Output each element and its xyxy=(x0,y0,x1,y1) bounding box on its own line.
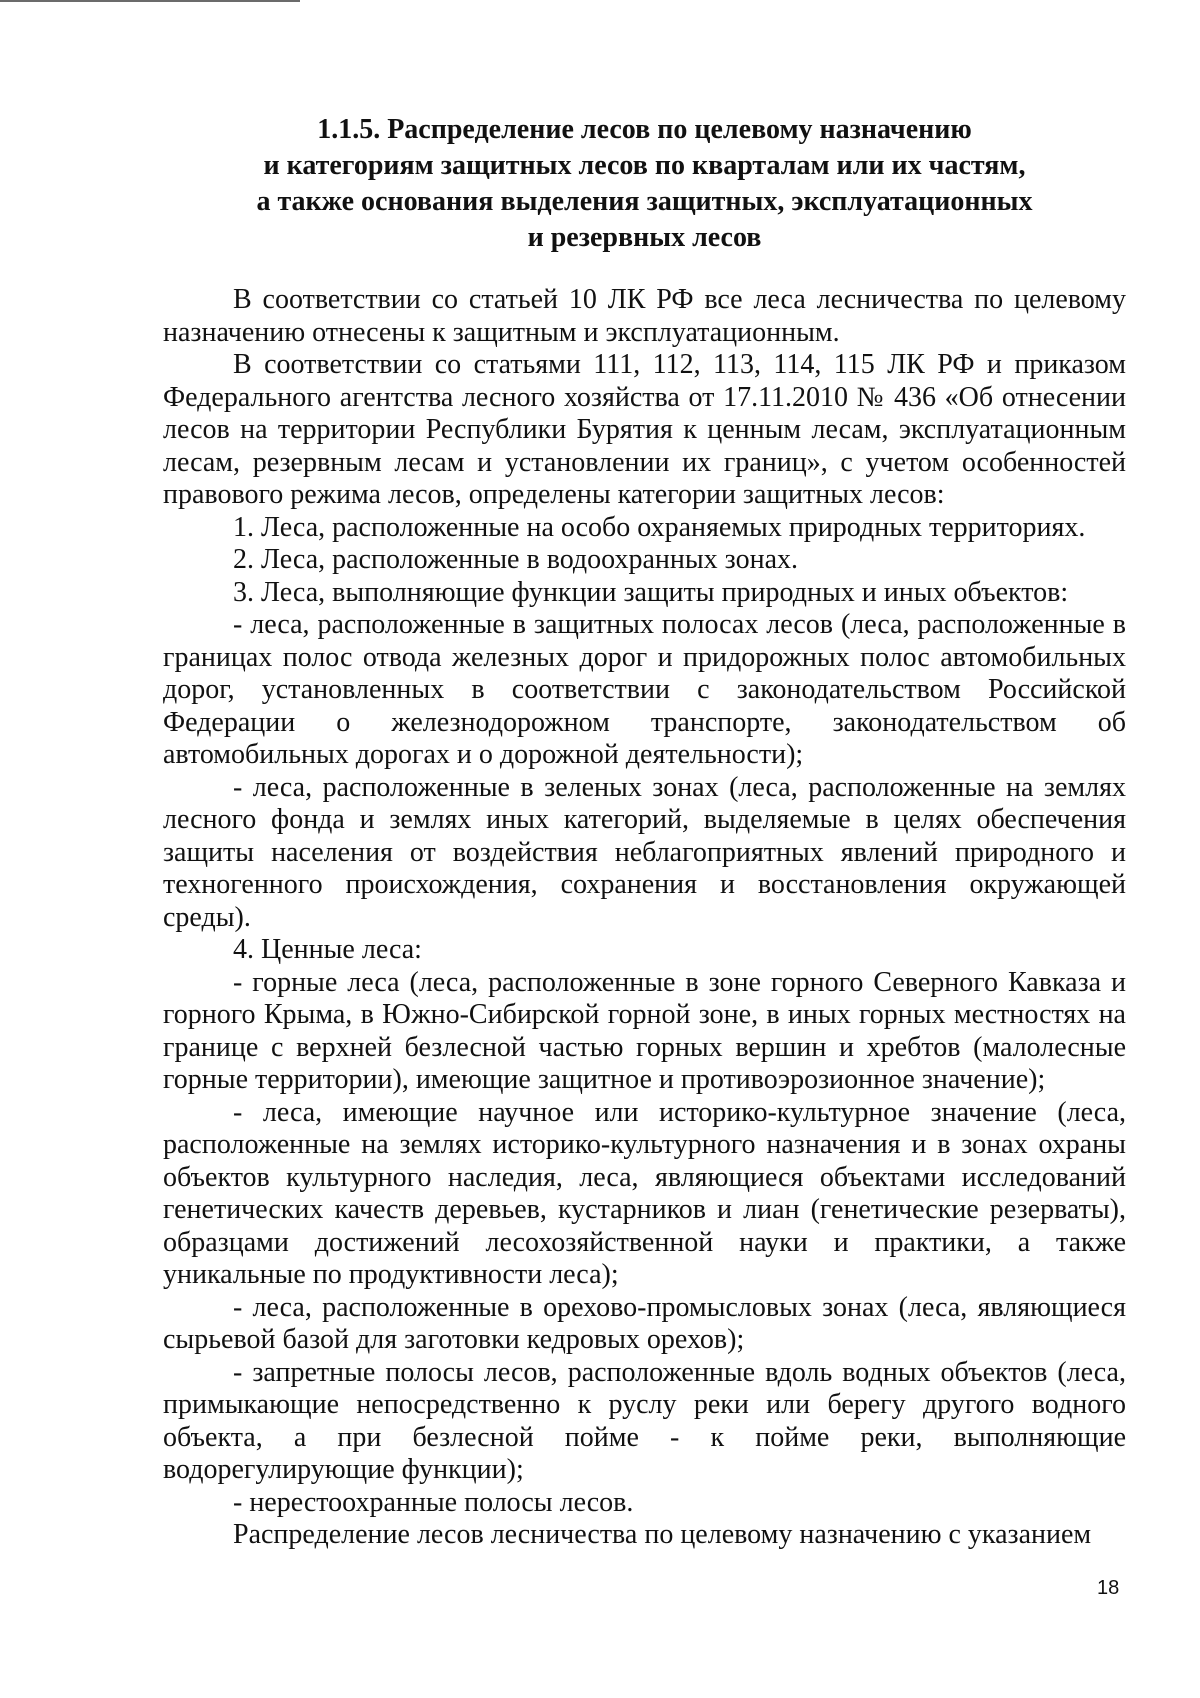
page-number: 18 xyxy=(1097,1577,1120,1599)
sub-list-item: - леса, расположенные в защитных полосах лесов (леса, расположенные в границах полос отвода железных дорог и придорожных полос автомобильных дорог, установленных в соответствии с законодательством Российской Федерации о железнодорожном транспорте, законодательством об автомобильных дорогах и о дорожной деятельности); xyxy=(163,609,1126,770)
sub-list-item: - запретные полосы лесов, расположенные вдоль водных объектов (леса, примыкающие непосредственно к руслу реки или берегу другого водного объекта, а при безлесной пойме - к пойме реки, выполняющие водорегулирующие функции); xyxy=(163,1356,1126,1485)
paragraph: Распределение лесов лесничества по целевому назначению с указанием xyxy=(233,1519,1092,1550)
sub-list-item: - горные леса (леса, расположенные в зоне горного Северного Кавказа и горного Крыма, в Южно-Сибирской горной зоне, в иных горных местностях на границе с верхней безлесной частью горных вершин и хребтов (малолесные горные территории), имеющие защитное и противоэрозионное значение); xyxy=(163,966,1126,1095)
scan-edge-mark xyxy=(0,0,300,2)
sub-list-item: - леса, расположенные в зеленых зонах (леса, расположенные на землях лесного фонда и землях иных категорий, выделяемые в целях обеспечения защиты населения от воздействия неблагоприятных явлений природного и техногенного происхождения, сохранения и восстановления окружающей среды). xyxy=(163,771,1126,933)
heading-line: а также основания выделения защитных, эксплуатационных xyxy=(256,186,1033,217)
heading-line: и резервных лесов xyxy=(527,222,762,253)
section-heading xyxy=(163,112,1126,256)
list-item: 2. Леса, расположенные в водоохранных зонах. xyxy=(233,544,798,575)
heading-line: 1.1.5. Распределение лесов по целевому назначению xyxy=(317,114,972,145)
document-page xyxy=(163,112,1126,1552)
sub-list-item: - леса, расположенные в орехово-промысловых зонах (леса, являющиеся сырьевой базой для заготовки кедровых орехов); xyxy=(163,1291,1126,1355)
paragraph: В соответствии со статьями 111, 112, 113, 114, 115 ЛК РФ и приказом Федерального агентства лесного хозяйства от 17.11.2010 № 436 «Об отнесении лесов на территории Республики Бурятия к ценным лесам, эксплуатационным лесам, резервным лесам и установлении их границ», с учетом особенностей правового режима лесов, определены категории защитных лесов: xyxy=(163,349,1126,510)
sub-list-item: - леса, имеющие научное или историко-культурное значение (леса, расположенные на землях историко-культурного назначения и в зонах охраны объектов культурного наследия, леса, являющиеся объектами исследований генетических качеств деревьев, кустарников и лиан (генетические резерваты), образцами достижений лесохозяйственной науки и практики, а также уникальные по продуктивности леса); xyxy=(163,1096,1126,1290)
heading-line: и категориям защитных лесов по кварталам или их частям, xyxy=(263,150,1026,181)
body-text xyxy=(163,284,1126,1552)
sub-list-item: - нерестоохранные полосы лесов. xyxy=(233,1486,634,1518)
list-item: 4. Ценные леса: xyxy=(233,934,422,965)
list-item: 3. Леса, выполняющие функции защиты природных и иных объектов: xyxy=(233,576,1069,608)
paragraph: В соответствии со статьей 10 ЛК РФ все леса лесничества по целевому назначению отнесены к защитным и эксплуатационным. xyxy=(163,284,1126,348)
list-item: 1. Леса, расположенные на особо охраняемых природных территориях. xyxy=(233,511,1086,543)
